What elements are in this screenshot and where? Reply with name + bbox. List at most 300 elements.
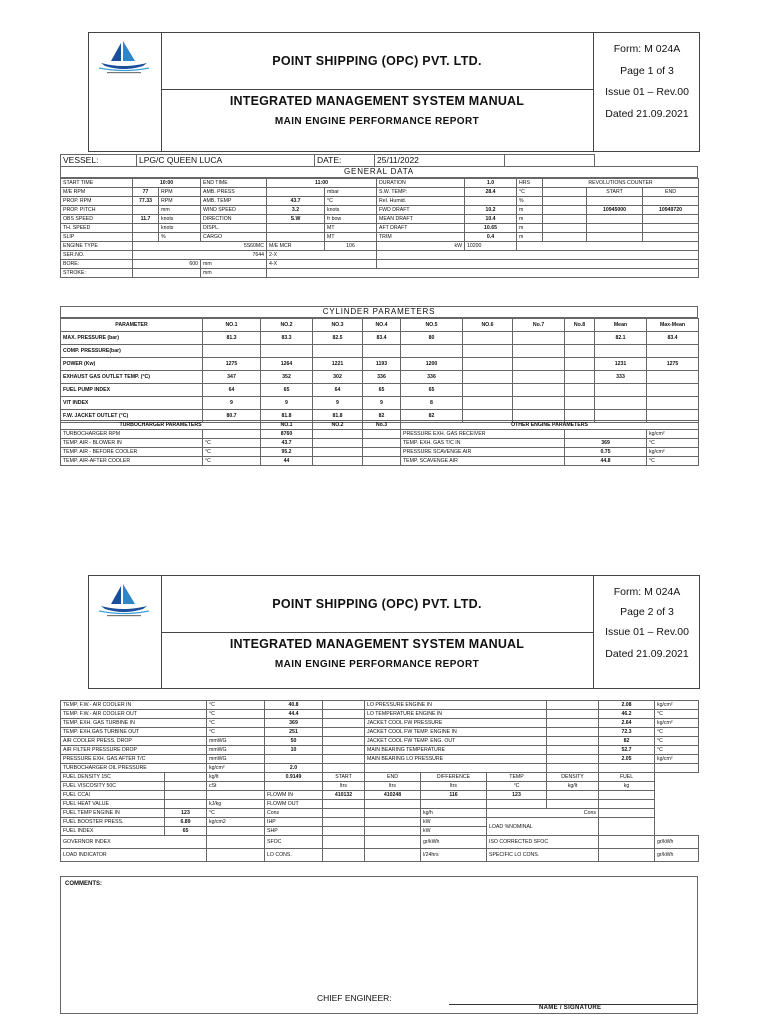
blank-cell [547, 710, 599, 719]
other-engine-params-header: OTHER ENGINE PARAMETERS [401, 421, 699, 430]
blank-cell [655, 809, 699, 818]
cyl-value: 65 [363, 384, 401, 397]
cyl-value [647, 371, 699, 384]
manual-title: INTEGRATED MANAGEMENT SYSTEM MANUAL [229, 637, 525, 651]
p2-param-label: AIR FILTER PRESSURE DROP [61, 746, 207, 755]
blank-cell [517, 242, 699, 251]
form-info [593, 576, 700, 688]
cyl-value: 83.4 [647, 332, 699, 345]
blank-cell [323, 746, 365, 755]
tc-cell: TEMP. SCAVENGE AIR [401, 457, 565, 466]
vessel-label: VESSEL: [61, 155, 137, 167]
specific-lo-cons-label: SPECIFIC LO CONS. [487, 849, 599, 862]
cylinder-table [60, 318, 699, 423]
me-mcr-value: 106 [325, 242, 377, 251]
chief-engineer-label: CHIEF ENGINEER: [317, 993, 392, 1003]
blank-cell [323, 800, 365, 809]
blank-cell [599, 791, 655, 800]
cyl-header-cell: No.8 [565, 319, 595, 332]
me-mcr-label: M/E MCR [267, 242, 325, 251]
counter-end-label: END [643, 188, 699, 197]
blank-cell [323, 737, 365, 746]
mean-draft-value: 10.4 [465, 215, 517, 224]
sw-temp-label: S.W. TEMP: [377, 188, 465, 197]
amb-press-value [267, 188, 325, 197]
counter-start-label: START [587, 188, 643, 197]
p2-other-label: LO TEMPERATURE ENGINE IN [365, 710, 547, 719]
blank-cell [643, 224, 699, 233]
blank-cell [323, 827, 365, 836]
cyl-value [513, 371, 565, 384]
tc-cell [313, 448, 363, 457]
prop-rpm-value: 77.33 [133, 197, 159, 206]
rel-humid-label: Rel. Humid. [377, 197, 465, 206]
cyl-param-label: POWER (Kw) [61, 358, 203, 371]
blank-cell [547, 764, 599, 773]
cyl-value: 1221 [313, 358, 363, 371]
ser-no-value: 7644 [133, 251, 267, 260]
cyl-value [595, 384, 647, 397]
tc-cell: 95.2 [261, 448, 313, 457]
company-logo [89, 33, 162, 151]
tc-cell: TEMP. AIR - BEFORE COOLER [61, 448, 203, 457]
cyl-value [647, 384, 699, 397]
form-number: Form: M 024A [613, 43, 681, 55]
p2-row [61, 710, 699, 719]
cyl-value: 82.1 [595, 332, 647, 345]
manual-title-block [161, 89, 593, 127]
cyl-row [61, 397, 699, 410]
cyl-value: 336 [401, 371, 463, 384]
fuel-index-value: 65 [165, 827, 207, 836]
obs-speed-label: OBS SPEED [61, 215, 133, 224]
p2-other-label: JACKET COOL FW TEMP. ENGINE IN [365, 728, 547, 737]
tc-cell [363, 439, 401, 448]
tc-cell: 0.75 [565, 448, 647, 457]
blank-cell [207, 849, 265, 862]
blank-cell [323, 755, 365, 764]
cyl-value: 1275 [203, 358, 261, 371]
th-speed-unit: knots [159, 224, 201, 233]
load-nominal-label: LOAD %NOMINAL [487, 818, 599, 836]
cyl-value [595, 397, 647, 410]
p2-other-value: 52.7 [599, 746, 655, 755]
cyl-value [595, 345, 647, 358]
blank-cell [543, 224, 587, 233]
cyl-value: 9 [363, 397, 401, 410]
prop-pitch-value [133, 206, 159, 215]
tc-cell: 44.8 [565, 457, 647, 466]
cyl-value: 81.8 [313, 410, 363, 423]
cyl-value: 352 [261, 371, 313, 384]
th-speed-value [133, 224, 159, 233]
ser-no-label: SER.NO. [61, 251, 133, 260]
tc-cell [363, 430, 401, 439]
flow-end-label: END [365, 773, 421, 782]
cyl-value [401, 345, 463, 358]
form-info [593, 33, 700, 151]
cyl-param-label: F.W. JACKET OUTLET (°C) [61, 410, 203, 423]
blank-cell [267, 269, 699, 278]
fuel-density-unit: kg/lt [207, 773, 265, 782]
cyl-value: 81.8 [261, 410, 313, 423]
me-mcr-kw: 10200 [465, 242, 517, 251]
tc-cell: 8760 [261, 430, 313, 439]
blank-cell [587, 224, 643, 233]
cyl-value: 9 [261, 397, 313, 410]
trim-unit: m [517, 233, 543, 242]
cyl-value: 65 [401, 384, 463, 397]
cylinder-parameters-title: CYLINDER PARAMETERS [60, 306, 698, 318]
p2-other-label: JACKET COOL FW PRESSURE [365, 719, 547, 728]
blank-cell [547, 755, 599, 764]
cyl-param-label: FUEL PUMP INDEX [61, 384, 203, 397]
blank-cell [655, 782, 699, 791]
cyl-value [463, 332, 513, 345]
blank-cell [587, 197, 643, 206]
p2-other-unit: °C [655, 728, 699, 737]
cyl-row [61, 345, 699, 358]
displ-label: DISPL. [201, 224, 267, 233]
cyl-value [647, 345, 699, 358]
tc-no2-header: NO.2 [313, 421, 363, 430]
wind-speed-label: WIND SPEED [201, 206, 267, 215]
me-mcr-unit: kW [377, 242, 465, 251]
company-name: POINT SHIPPING (OPC) PVT. LTD. [161, 576, 593, 633]
tc-cell: °C [203, 457, 261, 466]
blank-cell [165, 782, 207, 791]
tc-cell: kg/cm² [647, 448, 699, 457]
p2-row [61, 701, 699, 710]
tc-cell [363, 457, 401, 466]
p2-row [61, 764, 699, 773]
cyl-row [61, 384, 699, 397]
stroke-unit: mm [201, 269, 267, 278]
flowm-in-end: 410248 [365, 791, 421, 800]
cyl-param-label: MAX. PRESSURE (bar) [61, 332, 203, 345]
blank-cell [323, 728, 365, 737]
p2-param-unit: kg/cm² [207, 764, 265, 773]
p2-other-unit: °C [655, 746, 699, 755]
tc-cell [313, 430, 363, 439]
blank-cell [165, 800, 207, 809]
cyl-header-cell: No.7 [513, 319, 565, 332]
fuel-heat-value-label: FUEL HEAT VALUE [61, 800, 165, 809]
fuel-viscosity-unit: cSt [207, 782, 265, 791]
mean-draft-unit: m [517, 215, 543, 224]
cyl-value [565, 345, 595, 358]
form-number: Form: M 024A [613, 586, 681, 598]
tc-cell [313, 439, 363, 448]
tc-cell: 369 [565, 439, 647, 448]
dated: Dated 21.09.2021 [605, 108, 689, 120]
cyl-value [463, 397, 513, 410]
general-data-table [60, 178, 699, 278]
tc-no1-header: NO.1 [261, 421, 313, 430]
cyl-value [513, 397, 565, 410]
blank-cell [365, 827, 421, 836]
blank-cell [599, 849, 655, 862]
tc-cell: TEMP. AIR - BLOWER IN [61, 439, 203, 448]
end-unit: ltrs [365, 782, 421, 791]
cyl-header-cell: NO.4 [363, 319, 401, 332]
dated: Dated 21.09.2021 [605, 648, 689, 660]
flow-temp-label: TEMP [487, 773, 547, 782]
mean-draft-label: MEAN DRAFT [377, 215, 465, 224]
prop-rpm-unit: RPM [159, 197, 201, 206]
fuel-index-label: FUEL INDEX [61, 827, 165, 836]
general-data-title: GENERAL DATA [60, 166, 698, 178]
cyl-header-cell: NO.2 [261, 319, 313, 332]
cyl-value: 64 [313, 384, 363, 397]
comments-label: COMMENTS: [65, 881, 102, 887]
p2-other-label: MAIN BEARING TEMPERATURE [365, 746, 547, 755]
blank-cell [599, 818, 655, 836]
fuel-unit: kg [599, 782, 655, 791]
blank-cell [323, 701, 365, 710]
blank-cell [655, 800, 699, 809]
p2-param-label: TEMP. F.W.- AIR COOLER IN [61, 701, 207, 710]
cyl-header-cell: NO.5 [401, 319, 463, 332]
th-speed-label: TH. SPEED [61, 224, 133, 233]
cargo-value [267, 233, 325, 242]
p2-param-value: 251 [265, 728, 323, 737]
cyl-value: 64 [203, 384, 261, 397]
blank-cell [377, 260, 699, 269]
tc-cell: TURBOCHARGER RPM [61, 430, 203, 439]
blank-cell [365, 836, 421, 849]
me-rpm-value: 77 [133, 188, 159, 197]
page1-header [88, 32, 700, 152]
cyl-value: 336 [363, 371, 401, 384]
obs-speed-value: 11.7 [133, 215, 159, 224]
p2-param-value [265, 755, 323, 764]
fwd-draft-value: 10.2 [465, 206, 517, 215]
p2-other-unit: kg/cm² [655, 701, 699, 710]
company-name: POINT SHIPPING (OPC) PVT. LTD. [161, 33, 593, 90]
cyl-value [565, 332, 595, 345]
wind-speed-value: 3.2 [267, 206, 325, 215]
counter-start-value: 10945000 [587, 206, 643, 215]
ship-logo-icon [95, 39, 153, 77]
shp-label: SHP [265, 827, 323, 836]
load-indicator-label: LOAD INDICATOR [61, 849, 207, 862]
cyl-value [565, 358, 595, 371]
tc-cell: TEMP. EXH. GAS T/C IN [401, 439, 565, 448]
cyl-value: 333 [595, 371, 647, 384]
cyl-value [513, 384, 565, 397]
tc-params-header: TURBOCHARGER PARAMETERS [61, 421, 261, 430]
cyl-value: 82 [363, 410, 401, 423]
end-time-label: END TIME [201, 179, 267, 188]
cyl-value [463, 371, 513, 384]
cyl-header-cell: PARAMETER [61, 319, 203, 332]
p2-param-unit: °C [207, 701, 265, 710]
blank-cell [165, 791, 207, 800]
comments-box[interactable] [60, 876, 698, 1014]
fuel-booster-press-label: FUEL BOOSTER PRESS. [61, 818, 165, 827]
blank-cell [655, 773, 699, 782]
displ-value [267, 224, 325, 233]
cyl-value: 1275 [647, 358, 699, 371]
page-number: Page 2 of 3 [620, 606, 674, 618]
blank-cell [543, 233, 587, 242]
cyl-value [363, 345, 401, 358]
specific-lo-cons-unit: gr/kWh [655, 849, 699, 862]
cyl-value [565, 397, 595, 410]
counter-end-value: 10949720 [643, 206, 699, 215]
p2-other-label: MAIN BEARING LO PRESSURE [365, 755, 547, 764]
blank-cell [365, 818, 421, 827]
p2-row [61, 728, 699, 737]
cons-label-2: Cons [487, 809, 599, 818]
cyl-value: 65 [261, 384, 313, 397]
tc-cell: °C [647, 439, 699, 448]
temp-unit: °C [487, 782, 547, 791]
p2-param-unit: mmWG [207, 755, 265, 764]
bore-unit: mm [201, 260, 267, 269]
cyl-value [513, 358, 565, 371]
start-time-value: 10:00 [133, 179, 201, 188]
cyl-header-cell: Mean [595, 319, 647, 332]
company-logo [89, 576, 162, 688]
p2-param-value: 2.0 [265, 764, 323, 773]
cyl-value: 82 [401, 410, 463, 423]
amb-temp-unit: °C [325, 197, 377, 206]
ship-logo-icon [95, 582, 153, 620]
cyl-value: 9 [203, 397, 261, 410]
governor-index-label: GOVERNOR INDEX [61, 836, 207, 849]
cyl-value [313, 345, 363, 358]
cyl-row [61, 332, 699, 345]
flowm-in-difference: 116 [421, 791, 487, 800]
sfoc-label: SFOC [265, 836, 323, 849]
p2-param-label: PRESSURE EXH. GAS AFTER T/C [61, 755, 207, 764]
cyl-value: 302 [313, 371, 363, 384]
cyl-value [463, 345, 513, 358]
slip-unit: % [159, 233, 201, 242]
blank-cell [655, 791, 699, 800]
cyl-value: 82.5 [313, 332, 363, 345]
cyl-value: 1200 [401, 358, 463, 371]
trim-value: 0.4 [465, 233, 517, 242]
cargo-label: CARGO [201, 233, 267, 242]
blank-cell [587, 233, 643, 242]
p2-other-label: LO PRESSURE ENGINE IN [365, 701, 547, 710]
blank-cell [377, 251, 699, 260]
blank-cell [547, 728, 599, 737]
flowm-in-temp: 123 [487, 791, 547, 800]
cyl-header-cell: NO.1 [203, 319, 261, 332]
date-value: 25/11/2022 [375, 155, 505, 167]
blank-cell [543, 188, 587, 197]
cons-label: Cons [265, 809, 323, 818]
prop-rpm-label: PROP. RPM [61, 197, 133, 206]
blank-cell [365, 800, 421, 809]
cyl-header-cell: NO.3 [313, 319, 363, 332]
duration-value: 1.0 [465, 179, 517, 188]
bore-label: BORE: [61, 260, 133, 269]
blank-cell [365, 849, 421, 862]
p2-other-label [365, 764, 547, 773]
tc-cell: PRESSURE EXH. GAS RECEIVER [401, 430, 565, 439]
p2-param-value: 40.8 [265, 701, 323, 710]
fuel-temp-engine-in-value: 123 [165, 809, 207, 818]
fuel-density-label: FUEL DENSITY 15C [61, 773, 165, 782]
p2-param-label: TEMP. EXH. GAS TURBINE IN [61, 719, 207, 728]
cyl-row [61, 358, 699, 371]
cyl-value [463, 384, 513, 397]
amb-press-label: AMB. PRESS [201, 188, 267, 197]
page2-header [88, 575, 700, 689]
p2-other-unit: kg/cm² [655, 755, 699, 764]
trim-label: TRIM [377, 233, 465, 242]
stroke-2x: 2-X [267, 251, 377, 260]
aft-draft-label: AFT DRAFT [377, 224, 465, 233]
tc-row [61, 457, 699, 466]
ihp-unit: kW [421, 818, 487, 827]
p2-row [61, 755, 699, 764]
tc-row [61, 439, 699, 448]
turbocharger-table [60, 420, 699, 466]
vessel-name: LPG/C QUEEN LUCA [137, 155, 315, 167]
date-label: DATE: [315, 155, 375, 167]
revolutions-counter-label: REVOLUTIONS COUNTER [543, 179, 699, 188]
cyl-value: 83.3 [261, 332, 313, 345]
wind-speed-unit: knots [325, 206, 377, 215]
p2-param-unit: °C [207, 728, 265, 737]
blank-cell [165, 773, 207, 782]
p2-other-unit: °C [655, 737, 699, 746]
cyl-value: 347 [203, 371, 261, 384]
p2-param-unit: mmWG [207, 746, 265, 755]
fwd-draft-unit: m [517, 206, 543, 215]
cyl-value [203, 345, 261, 358]
sw-temp-value: 28.4 [465, 188, 517, 197]
cyl-value [513, 332, 565, 345]
iso-corrected-sfoc-label: ISO CORRECTED SFOC [487, 836, 599, 849]
blank-cell [547, 737, 599, 746]
p2-row [61, 746, 699, 755]
obs-speed-unit: knots [159, 215, 201, 224]
blank-cell [643, 215, 699, 224]
density-unit: kg/lt [547, 782, 599, 791]
cyl-param-label: EXHAUST GAS OUTLET TEMP. (°C) [61, 371, 203, 384]
blank-cell [421, 800, 487, 809]
cyl-header-cell: NO.6 [463, 319, 513, 332]
fuel-temp-engine-in-label: FUEL TEMP ENGINE IN [61, 809, 165, 818]
blank-cell [599, 800, 655, 809]
tc-cell: kg/cm² [647, 430, 699, 439]
tc-cell: 43.7 [261, 439, 313, 448]
p2-param-value: 369 [265, 719, 323, 728]
blank-cell [323, 836, 365, 849]
cyl-param-label: VIT INDEX [61, 397, 203, 410]
blank-cell [323, 818, 365, 827]
cyl-value [513, 345, 565, 358]
p2-param-unit: mmWG [207, 737, 265, 746]
p2-param-label: TURBOCHARGER OIL PRESSURE [61, 764, 207, 773]
fuel-booster-press-value: 6.89 [165, 818, 207, 827]
cyl-value: 8 [401, 397, 463, 410]
aft-draft-unit: m [517, 224, 543, 233]
slip-label: SLIP [61, 233, 133, 242]
p2-param-label: TEMP. F.W.- AIR COOLER OUT [61, 710, 207, 719]
blank-cell [643, 233, 699, 242]
p2-row [61, 719, 699, 728]
fuel-heat-value-unit: kJ/kg [207, 800, 265, 809]
fwd-draft-label: FWD DRAFT [377, 206, 465, 215]
